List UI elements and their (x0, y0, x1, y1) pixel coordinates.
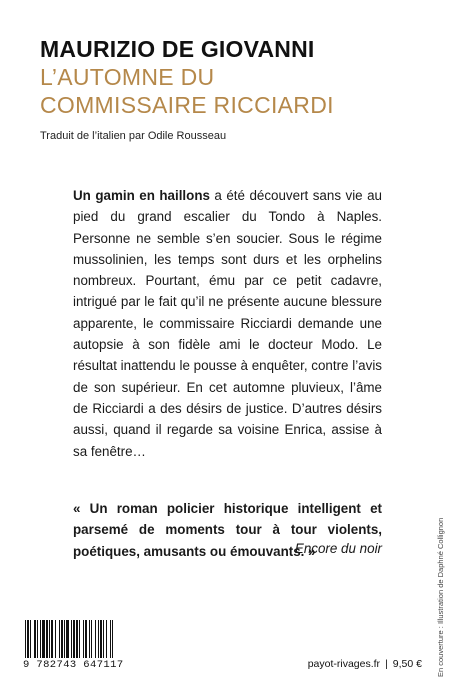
barcode-bar (103, 620, 104, 658)
barcode-bar (89, 620, 90, 658)
title-line-2: COMMISSAIRE RICCIARDI (40, 92, 334, 118)
barcode-bar (61, 620, 63, 658)
barcode-bar (76, 620, 78, 658)
barcode-bar (42, 620, 45, 658)
barcode-bar (40, 620, 41, 658)
blurb-lead: Un gamin en haillons (73, 188, 210, 203)
barcode-bar (30, 620, 31, 658)
barcode-bar (49, 620, 50, 658)
barcode-bar (27, 620, 29, 658)
barcode-bar (85, 620, 87, 658)
press-quote-source: Encore du noir (294, 541, 382, 556)
footer-separator: | (385, 658, 388, 670)
title-line-1: L’AUTOMNE DU (40, 64, 215, 90)
barcode-bar (25, 620, 26, 658)
barcode-bars (23, 620, 137, 658)
blurb-body: a été découvert sans vie au pied du grand escalier du Tondo à Naples. Personne ne semble s’en soucier. Sous le régime mussolinien, les temps sont durs et les orphelins nombreux. Pourtant, ému par ce petit cadavre, intrigué par le fait qu’il ne présente aucune blessure apparente, le commissaire Ricciardi demande une autopsie à son fidèle ami le docteur Modo. Le résultat inattendu le pousse à enquêter, contre l’avis de son supérieur. En cet automne pluvieux, l’âme de Ricciardi a des désirs de justice. D’autres désirs aussi, quand il regarde sa voisine Enrica, assise à sa fenêtre… (73, 188, 382, 459)
barcode-bar (71, 620, 72, 658)
back-cover-blurb (73, 185, 382, 462)
publisher-website: payot-rivages.fr (307, 658, 381, 670)
barcode-bar (55, 620, 56, 658)
barcode-bar (37, 620, 38, 658)
barcode-bar (110, 620, 111, 658)
barcode-bar (106, 620, 107, 658)
isbn-number: 9 782743 647117 (23, 659, 124, 671)
barcode-bar (100, 620, 102, 658)
barcode-bar (51, 620, 53, 658)
barcode-bar (34, 620, 36, 658)
barcode-bar (59, 620, 60, 658)
cover-illustration-credit: En couverture : Illustration de Daphné Collignon (436, 517, 445, 677)
publisher-price-line (308, 658, 422, 670)
barcode-bar (83, 620, 84, 658)
barcode-bar (112, 620, 113, 658)
barcode-bar (95, 620, 96, 658)
isbn-barcode (23, 620, 135, 680)
barcode-bar (73, 620, 75, 658)
barcode-bar (46, 620, 48, 658)
barcode-bar (98, 620, 99, 658)
author-name: MAURIZIO DE GIOVANNI (40, 36, 315, 62)
barcode-bar (79, 620, 80, 658)
press-quote: « Un roman policier historique intelligent et parsemé de moments tour à tour violents, poétiques, amusants ou émouvants. » (73, 501, 382, 559)
barcode-bar (91, 620, 92, 658)
price: 9,50 € (392, 658, 422, 670)
book-title (40, 63, 334, 119)
barcode-bar (64, 620, 65, 658)
translator-credit: Traduit de l’italien par Odile Rousseau (40, 130, 227, 142)
barcode-bar (66, 620, 69, 658)
